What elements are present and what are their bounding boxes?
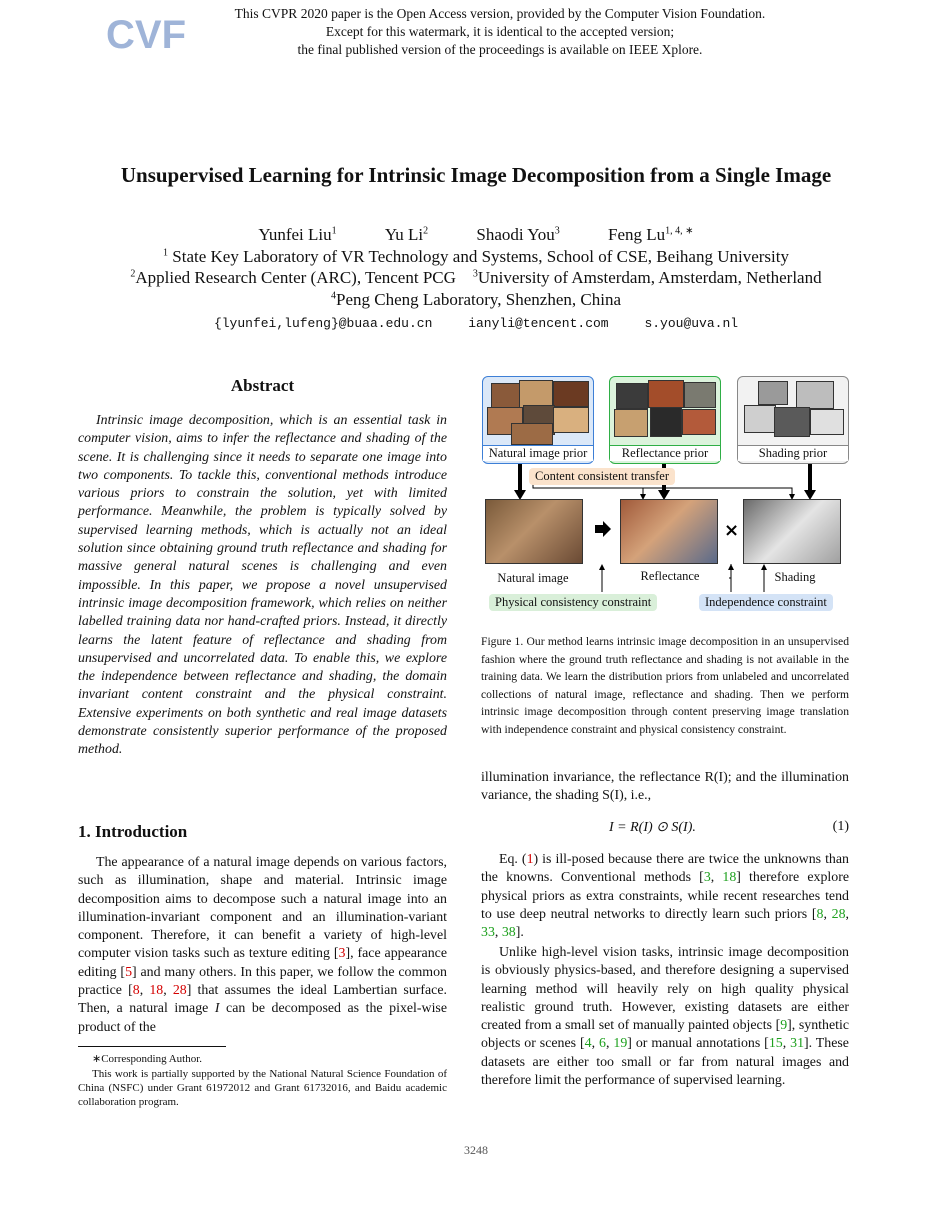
shading-prior-label: Shading prior xyxy=(738,445,848,461)
citation-link[interactable]: 3 xyxy=(338,946,346,962)
citation-link[interactable]: 15 xyxy=(768,1036,783,1052)
affiliation-2-3: $^2$Applied Research Center (ARC), Tencent PCG $^3$University of Amsterdam, Amsterdam, Netherland xyxy=(130,268,822,287)
footnote-corresponding: ∗Corresponding Author. xyxy=(92,1053,203,1065)
shading-label: Shading xyxy=(774,570,816,584)
citation-link[interactable]: 6 xyxy=(599,1036,606,1052)
email-2: ianyli@tencent.com xyxy=(468,316,609,331)
page-number: 3248 xyxy=(464,1143,488,1157)
abstract-heading: Abstract xyxy=(230,376,295,395)
citation-link[interactable]: 33 xyxy=(481,925,495,941)
natural-image-label: Natural image xyxy=(497,571,569,585)
watermark-line-3: the final published version of the proceedings is available on IEEE Xplore. xyxy=(297,42,703,57)
independence-constraint-tag: Independence constraint xyxy=(699,594,833,611)
figure-caption: Figure 1. Our method learns intrinsic image decomposition in an unsupervised fashion where the ground truth reflectance and shading is not available in the training data. We learn the distribution priors from unlabeled and uncorrelated collections of natural image, reflectance and shading. Then we perform intrinsic image decomposition through content preserving image translation with independence constraint and physical consistency constraint. xyxy=(481,635,849,736)
natural-image-prior-label: Natural image prior xyxy=(483,445,593,461)
natural-image-thumbnail xyxy=(485,499,583,564)
affiliation-1: $^1$ State Key Laboratory of VR Technology and Systems, School of CSE, Beihang University xyxy=(163,247,789,266)
physical-constraint-tag: Physical consistency constraint xyxy=(489,594,657,611)
svg-text:×: × xyxy=(724,520,740,541)
citation-link[interactable]: 18 xyxy=(722,870,737,886)
citation-link[interactable]: 9 xyxy=(780,1018,788,1034)
citation-link[interactable]: 4 xyxy=(584,1036,592,1052)
footnote-funding: This work is partially supported by the National Natural Science Foundation of China (NSFC) under Grant 61972012 and Grant 61732016, and Baidu academic collaboration program. xyxy=(78,1068,447,1108)
right-para-1: Eq. (1) is ill-posed because there are twice the unknowns than the knowns. Conventional methods [3, 18] therefore explore physical priors as extra constraints, while recent researches tend to use deep neutral networks to directly learn such priors [8, 28, 33, 38]. xyxy=(481,852,849,941)
reflectance-prior-label: Reflectance prior xyxy=(610,445,720,461)
figure-1 xyxy=(481,374,851,616)
shading-thumbnail xyxy=(743,499,841,564)
intro-paragraph: The appearance of a natural image depends on various factors, such as illumination, shape and material. Intrinsic image decomposition aims to decompose such a natural image into an illumination-invariant component and an illumination-variant component. Therefore, it can benefit a variety of high-level computer vision tasks such as texture editing [3], face appearance editing [5] and many others. In this paper, we follow the common practice [8, 18, 28] that assumes the ideal Lambertian surface. Then, a natural image I can be decomposed as the pixel-wise product of the xyxy=(78,855,448,1035)
citation-link[interactable]: 38 xyxy=(501,925,516,941)
citation-link[interactable]: 28 xyxy=(831,906,846,922)
affiliation-4: $^4$Peng Cheng Laboratory, Shenzhen, China xyxy=(331,290,621,309)
intro-heading: 1. Introduction xyxy=(78,822,188,841)
content-transfer-tag: Content consistent transfer xyxy=(529,468,675,485)
author-3: Shaodi You$^3$ xyxy=(476,225,560,244)
reflectance-thumbnail xyxy=(620,499,718,564)
cvf-logo xyxy=(104,8,186,57)
email-3: s.you@uva.nl xyxy=(644,316,739,331)
citation-link[interactable]: 19 xyxy=(613,1036,628,1052)
watermark-line-1: This CVPR 2020 paper is the Open Access version, provided by the Computer Vision Foundation. xyxy=(234,6,766,21)
author-1: Yunfei Liu$^1$ xyxy=(258,225,337,244)
author-2: Yu Li$^2$ xyxy=(384,225,429,244)
footnote-rule xyxy=(78,1046,226,1047)
right-para-2: Unlike high-level vision tasks, intrinsic image decomposition is obviously physics-based, and therefore designing a supervised learning method will heavily rely on high quality physical realistic ground truth. However, existing datasets are either created from a small set of manually painted objects [9], synthetic objects or scenes [4, 6, 19] or manual annotations [15, 31]. These datasets are either too small or far from natural images and therefore limit the performance of supervised learning. xyxy=(481,945,849,1089)
citation-link[interactable]: 8 xyxy=(816,906,824,922)
cvf-logo-text: CVF xyxy=(106,13,186,57)
author-list xyxy=(40,225,912,245)
citation-link[interactable]: 8 xyxy=(132,983,140,999)
author-4: Feng $Lu^{1, 4, ∗}$ xyxy=(608,225,694,244)
paper-title: Unsupervised Learning for Intrinsic Image Decomposition from a Single Image xyxy=(120,163,832,187)
right-para-0: illumination invariance, the reflectance R(I); and the illumination variance, the shading S(I), i.e., xyxy=(481,770,849,804)
citation-link[interactable]: 18 xyxy=(149,983,164,999)
citation-link[interactable]: 31 xyxy=(790,1036,805,1052)
citation-link[interactable]: 5 xyxy=(125,964,133,980)
email-list xyxy=(40,316,912,331)
citation-link[interactable]: 3 xyxy=(703,870,711,886)
equation-ref-link[interactable]: 1 xyxy=(526,852,534,867)
citation-link[interactable]: 28 xyxy=(172,983,187,999)
reflectance-label: Reflectance xyxy=(640,569,700,583)
watermark-line-2: Except for this watermark, it is identical to the accepted version; xyxy=(325,24,675,39)
abstract-text: Intrinsic image decomposition, which is an essential task in computer vision, aims to infer the reflectance and shading of the scene. It is challenging since it needs to separate one image into two components. To tackle this, conventional methods introduce various priors to constrain the solution, yet with limited performance. Meanwhile, the problem is typically solved by supervised learning methods, which is actually not an ideal solution since obtaining ground truth reflectance and shading for massive general natural scenes is challenging and even impossible. In this paper, we propose a novel unsupervised intrinsic image decomposition framework, which relies on neither labelled training data nor hand-crafted priors. Instead, it directly learns the latent feature of reflectance and shading from unsupervised and uncorrelated data. To enable this, we explore the independence between reflectance and shading, the domain invariant content constraint and the physical constraint. Extensive experiments on both synthetic and real image datasets demonstrate consistently superior performance of the proposed method. xyxy=(78,413,447,758)
email-1: {lyunfei,lufeng}@buaa.edu.cn xyxy=(213,316,433,331)
